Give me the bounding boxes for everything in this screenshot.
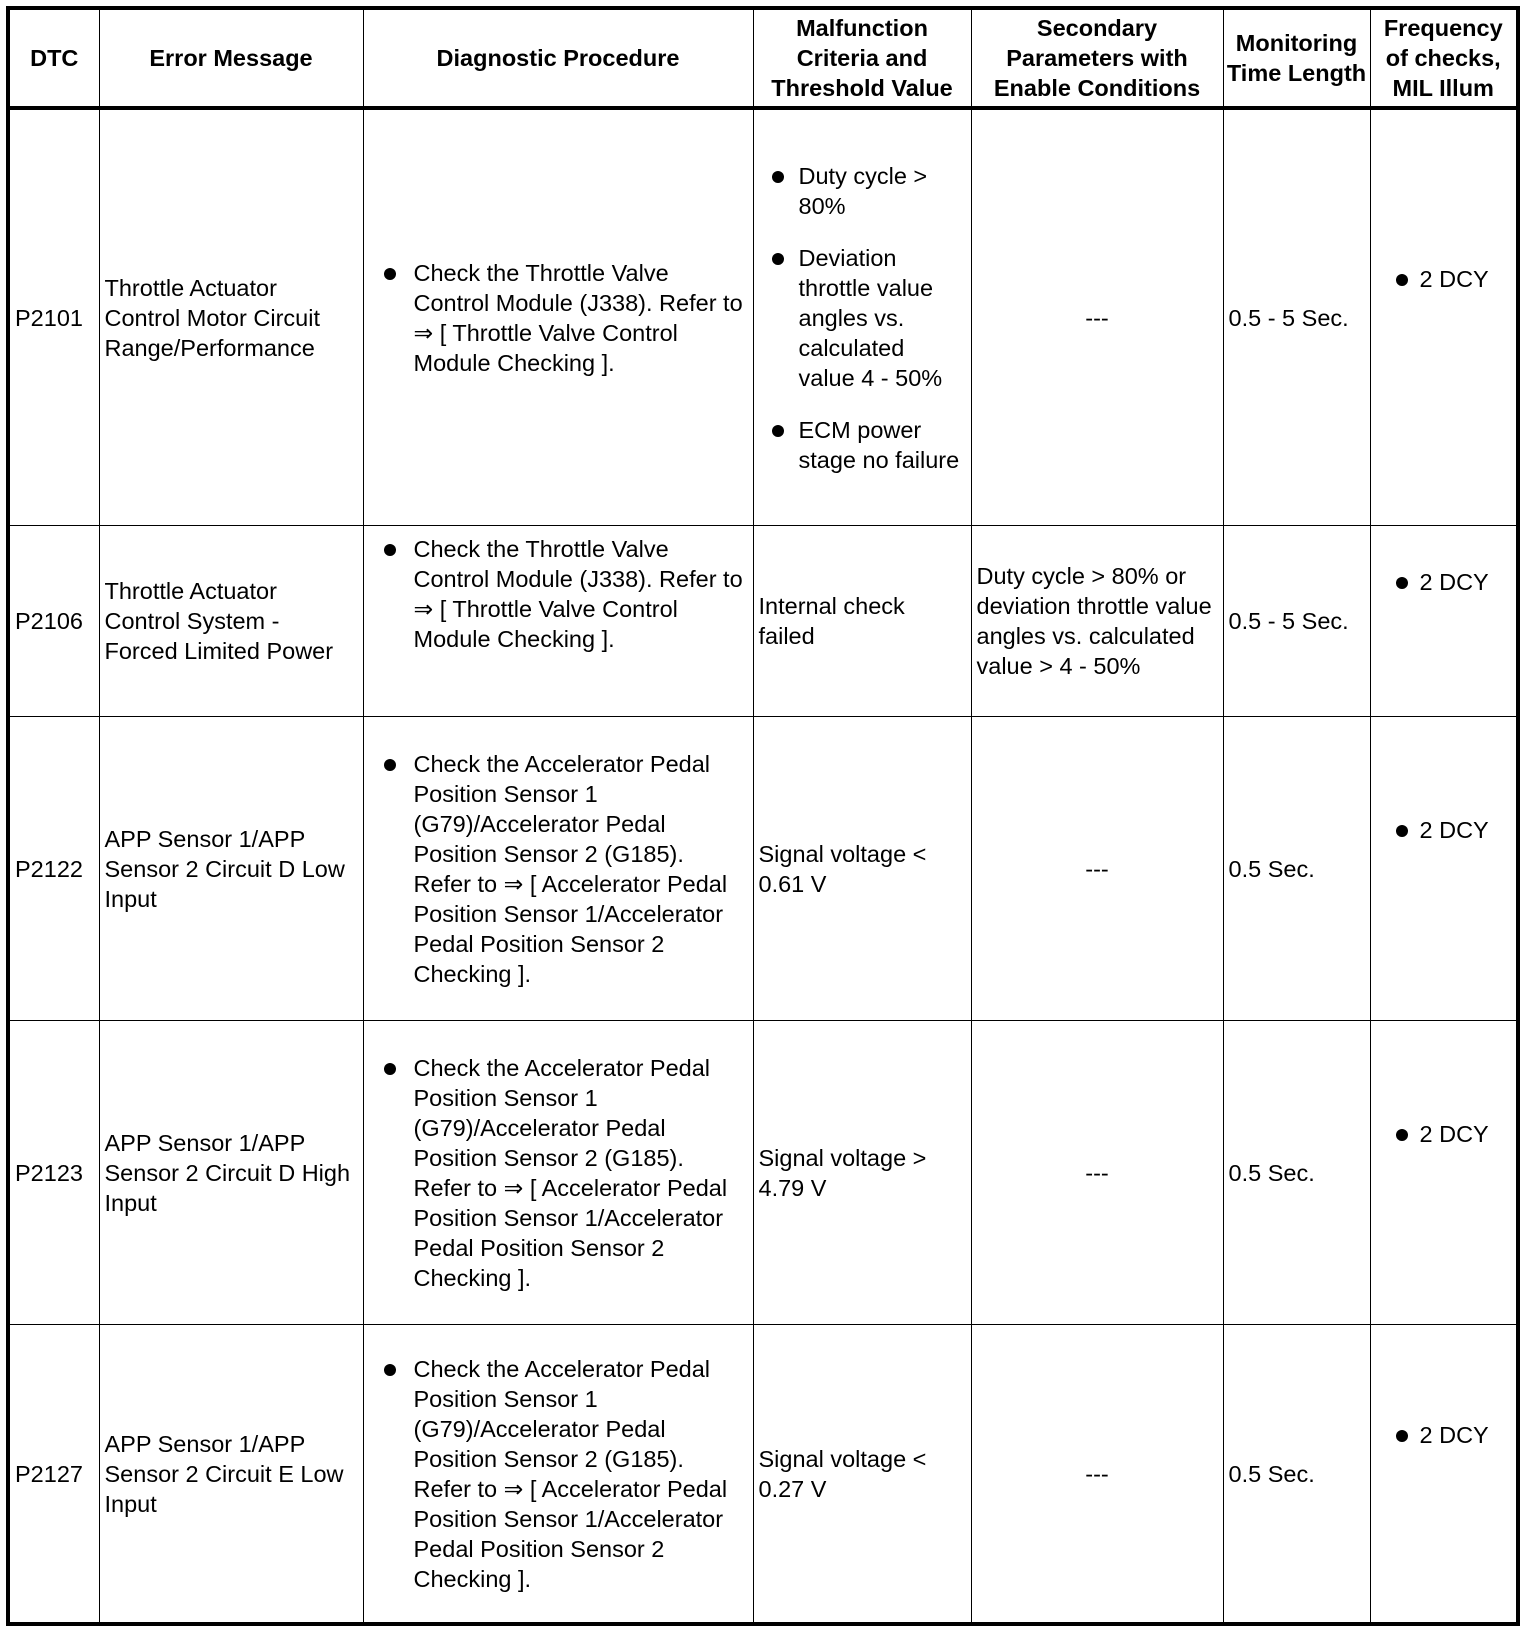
secondary-parameters: --- — [971, 108, 1223, 526]
frequency-text: 2 DCY — [1419, 265, 1489, 292]
header-frequency: Frequency of checks, MIL Illum — [1370, 8, 1518, 108]
procedure-item — [364, 258, 748, 378]
header-row — [8, 8, 1518, 108]
malfunction-criteria — [753, 108, 971, 526]
monitoring-time: 0.5 Sec. — [1223, 717, 1370, 1021]
criteria-text: Duty cycle > 80% — [798, 162, 928, 219]
criteria-item — [754, 415, 966, 475]
table-row — [8, 108, 1518, 526]
monitoring-time: 0.5 - 5 Sec. — [1223, 526, 1370, 717]
secondary-parameters: --- — [971, 1021, 1223, 1325]
frequency — [1370, 1021, 1518, 1325]
bullet-icon — [1396, 825, 1408, 837]
monitoring-time: 0.5 - 5 Sec. — [1223, 108, 1370, 526]
frequency — [1370, 1325, 1518, 1625]
bullet-icon — [772, 171, 784, 183]
bullet-icon — [772, 425, 784, 437]
frequency-text: 2 DCY — [1419, 569, 1489, 595]
table-row — [8, 526, 1518, 717]
bullet-icon — [1396, 1430, 1408, 1442]
frequency — [1370, 717, 1518, 1021]
diagnostic-procedure — [363, 108, 753, 526]
diagnostic-procedure — [363, 1021, 753, 1325]
diagnostic-procedure — [363, 1325, 753, 1625]
frequency — [1370, 526, 1518, 717]
bullet-icon — [384, 544, 396, 556]
secondary-parameters: Duty cycle > 80% or deviation throttle value angles vs. calculated value > 4 - 50% — [971, 526, 1223, 717]
bullet-icon — [772, 253, 784, 265]
secondary-parameters: --- — [971, 717, 1223, 1021]
bullet-icon — [1396, 1129, 1408, 1141]
frequency-text: 2 DCY — [1419, 816, 1489, 843]
criteria-item — [754, 243, 966, 393]
procedure-text: Check the Throttle Valve Control Module (J338). Refer to ⇒ [ Throttle Valve Control Module Checking ]. — [413, 259, 743, 376]
malfunction-criteria: Signal voltage > 4.79 V — [753, 1021, 971, 1325]
criteria-item — [754, 161, 966, 221]
table-row — [8, 1325, 1518, 1625]
dtc-code: P2123 — [8, 1021, 99, 1325]
dtc-table — [6, 6, 1520, 1626]
frequency-text: 2 DCY — [1419, 1421, 1489, 1448]
monitoring-time: 0.5 Sec. — [1223, 1325, 1370, 1625]
procedure-text: Check the Accelerator Pedal Position Sensor 1 (G79)/Accelerator Pedal Position Sensor 2 (G185). Refer to ⇒ [ Accelerator Pedal Position Sensor 1/Accelerator Pedal Position Sensor 2 Checking ]. — [413, 1054, 728, 1291]
header-monitoring-time: Monitoring Time Length — [1223, 8, 1370, 108]
malfunction-criteria: Signal voltage < 0.27 V — [753, 1325, 971, 1625]
diagnostic-procedure — [363, 526, 753, 717]
secondary-parameters: --- — [971, 1325, 1223, 1625]
error-message: APP Sensor 1/APP Sensor 2 Circuit D High Input — [99, 1021, 363, 1325]
header-diagnostic-procedure: Diagnostic Procedure — [363, 8, 753, 108]
procedure-text: Check the Accelerator Pedal Position Sensor 1 (G79)/Accelerator Pedal Position Sensor 2 (G185). Refer to ⇒ [ Accelerator Pedal Position Sensor 1/Accelerator Pedal Position Sensor 2 Checking ]. — [413, 750, 728, 987]
procedure-item — [364, 534, 748, 654]
malfunction-criteria: Signal voltage < 0.61 V — [753, 717, 971, 1021]
malfunction-criteria: Internal check failed — [753, 526, 971, 717]
procedure-item — [364, 1053, 748, 1293]
procedure-text: Check the Throttle Valve Control Module (J338). Refer to ⇒ [ Throttle Valve Control Module Checking ]. — [413, 536, 743, 652]
header-error-message: Error Message — [99, 8, 363, 108]
procedure-item — [364, 1354, 748, 1594]
header-dtc: DTC — [8, 8, 99, 108]
bullet-icon — [384, 1063, 396, 1075]
frequency-text: 2 DCY — [1419, 1120, 1489, 1147]
header-secondary-parameters: Secondary Parameters with Enable Conditions — [971, 8, 1223, 108]
bullet-icon — [384, 1364, 396, 1376]
dtc-code: P2106 — [8, 526, 99, 717]
bullet-icon — [384, 759, 396, 771]
error-message: APP Sensor 1/APP Sensor 2 Circuit D Low Input — [99, 717, 363, 1021]
diagnostic-procedure — [363, 717, 753, 1021]
table-row — [8, 717, 1518, 1021]
dtc-code: P2127 — [8, 1325, 99, 1625]
criteria-text: ECM power stage no failure — [798, 416, 960, 473]
bullet-icon — [1396, 577, 1408, 589]
error-message: Throttle Actuator Control System - Forced Limited Power — [99, 526, 363, 717]
procedure-item — [364, 749, 748, 989]
dtc-code: P2122 — [8, 717, 99, 1021]
monitoring-time: 0.5 Sec. — [1223, 1021, 1370, 1325]
frequency — [1370, 108, 1518, 526]
dtc-code: P2101 — [8, 108, 99, 526]
procedure-text: Check the Accelerator Pedal Position Sensor 1 (G79)/Accelerator Pedal Position Sensor 2 (G185). Refer to ⇒ [ Accelerator Pedal Position Sensor 1/Accelerator Pedal Position Sensor 2 Checking ]. — [413, 1355, 728, 1592]
bullet-icon — [384, 268, 396, 280]
error-message: Throttle Actuator Control Motor Circuit Range/Performance — [99, 108, 363, 526]
table-row — [8, 1021, 1518, 1325]
bullet-icon — [1396, 274, 1408, 286]
criteria-text: Deviation throttle value angles vs. calculated value 4 - 50% — [798, 244, 943, 391]
error-message: APP Sensor 1/APP Sensor 2 Circuit E Low Input — [99, 1325, 363, 1625]
header-malfunction-criteria: Malfunction Criteria and Threshold Value — [753, 8, 971, 108]
